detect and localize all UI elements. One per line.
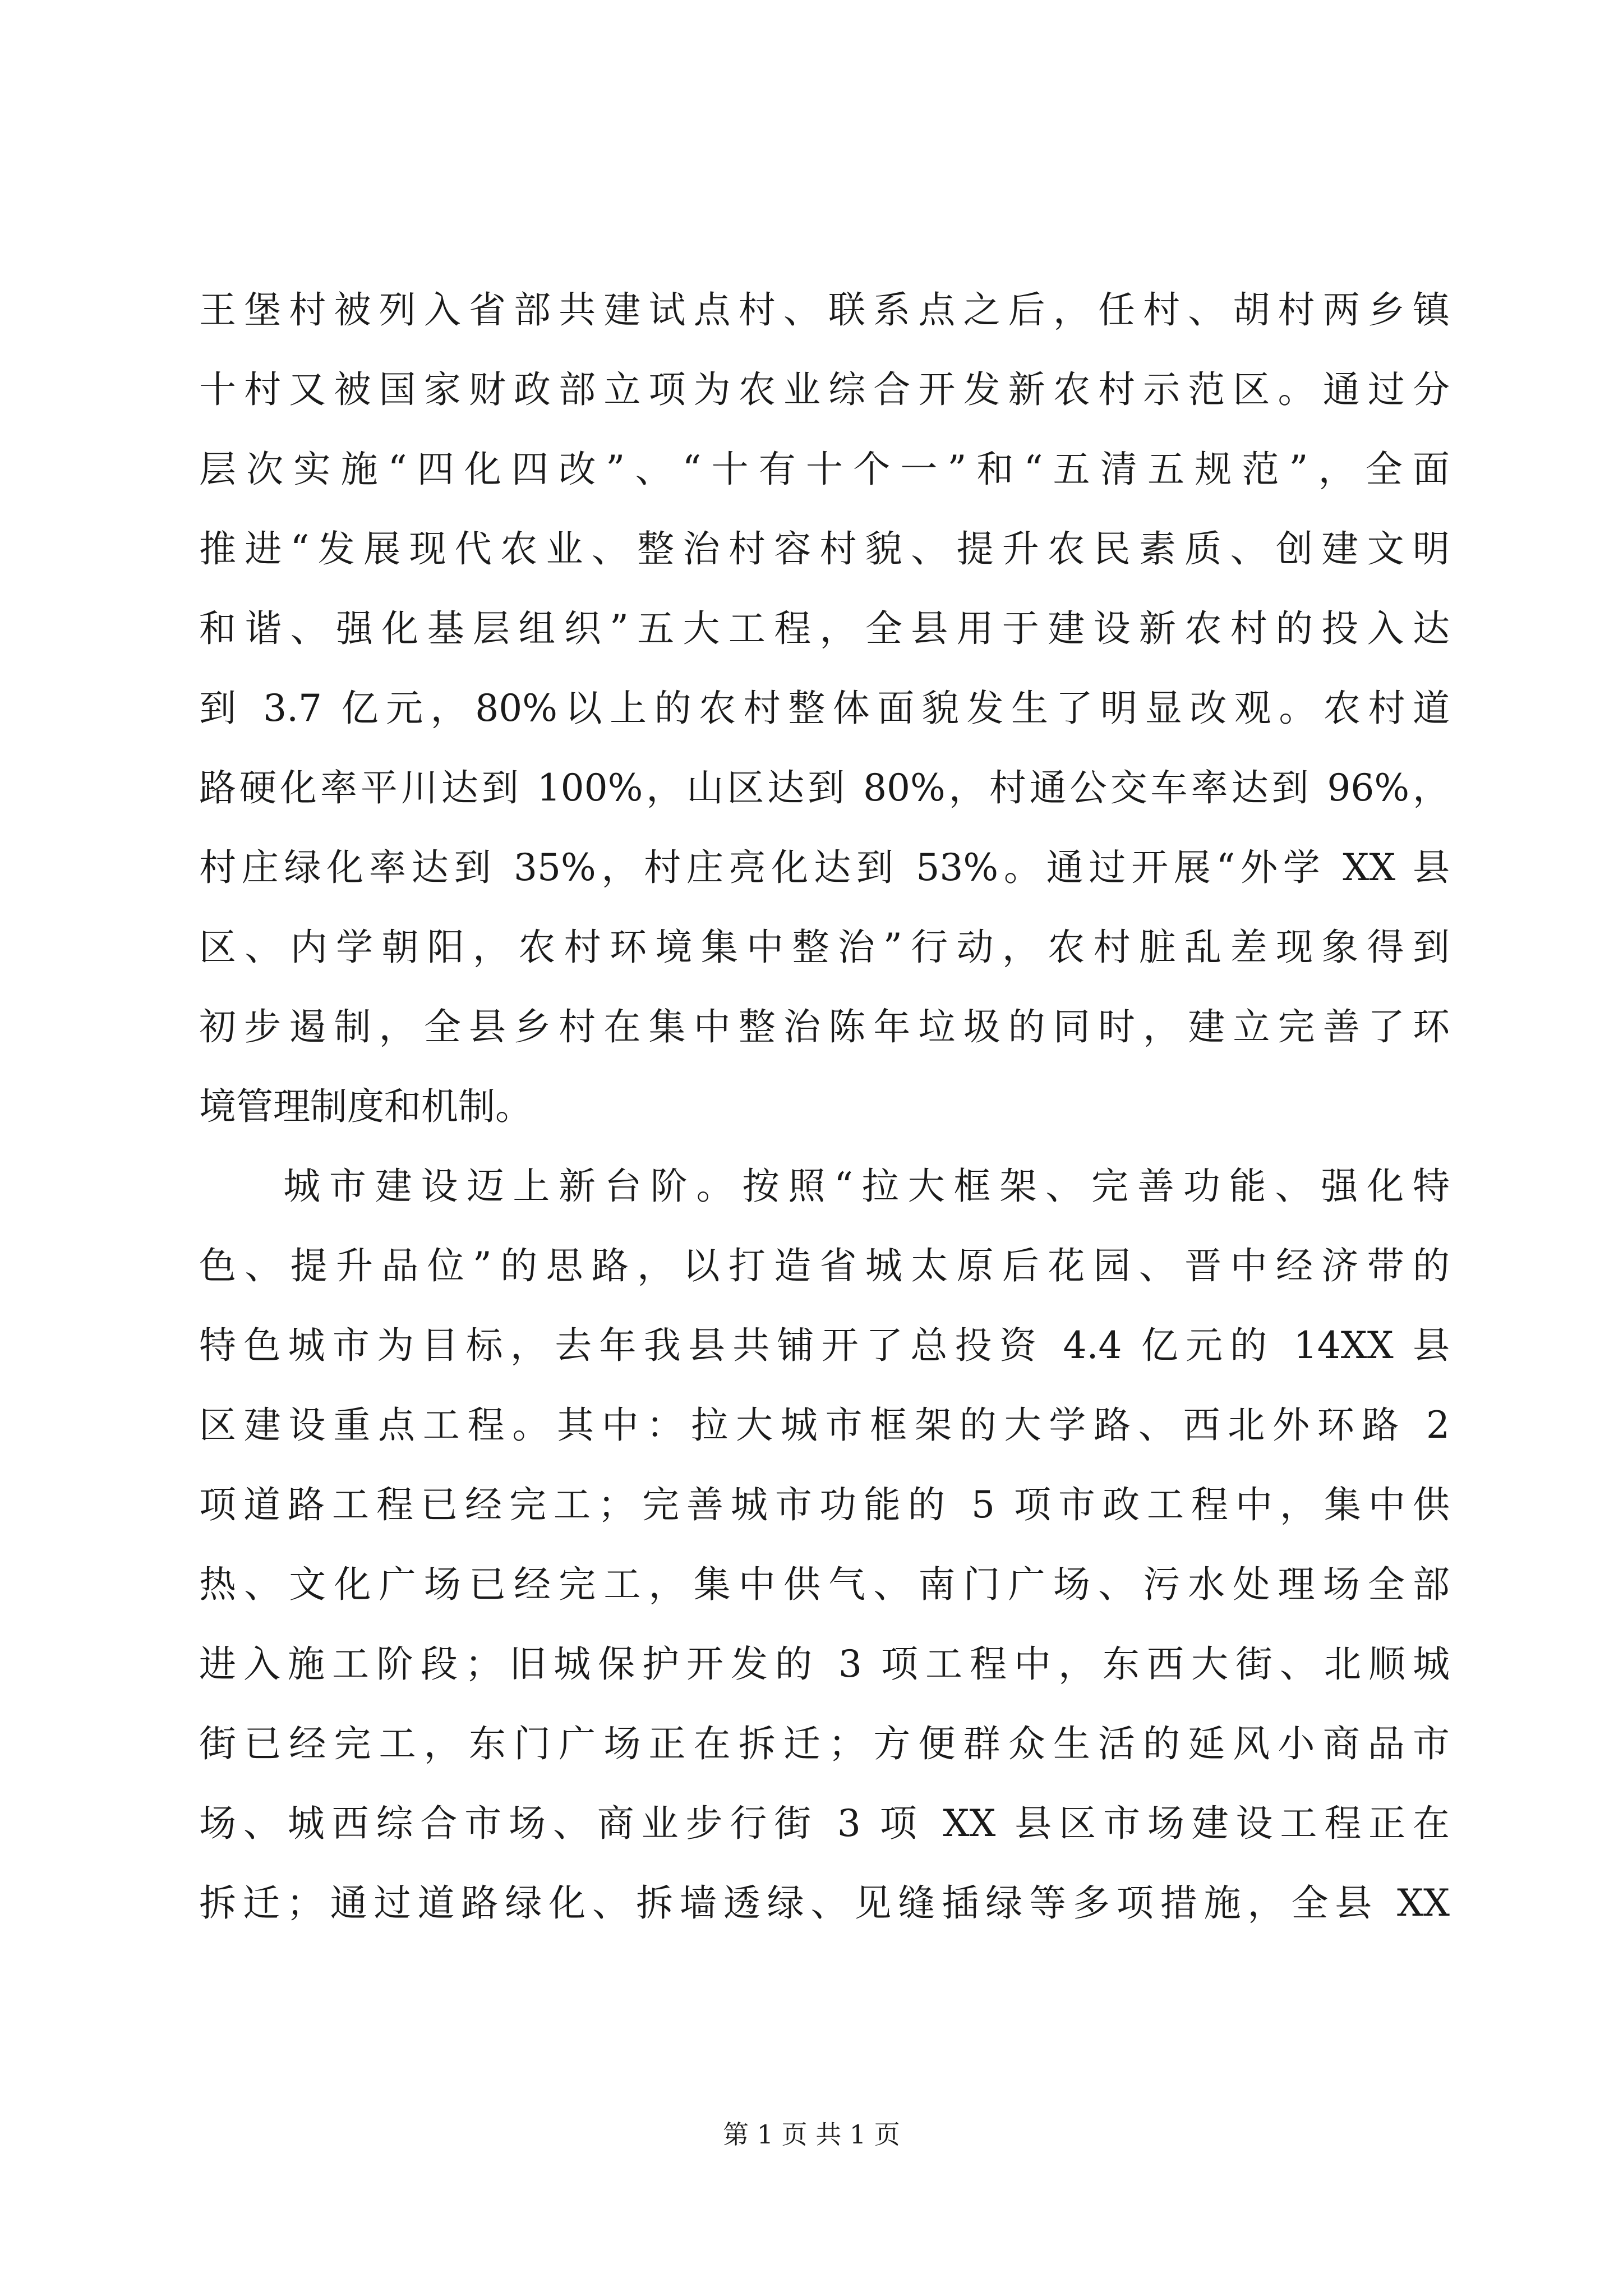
page-footer <box>0 2118 1623 2151</box>
body-text <box>199 270 1450 1943</box>
paragraph-line: 区建设重点工程。其中：拉大城市框架的大学路、西北外环路 2 <box>199 1404 1450 1447</box>
paragraph-line: 进入施工阶段；旧城保护开发的 3 项工程中，东西大街、北顺城 <box>199 1642 1450 1686</box>
paragraph-line: 路硬化率平川达到 100%，山区达到 80%，村通公交车率达到 96%， <box>199 766 1450 809</box>
paragraph-line: 到 3.7 亿元，80%以上的农村整体面貌发生了明显改观。农村道 <box>199 687 1450 730</box>
paragraph-line: 初步遏制，全县乡村在集中整治陈年垃圾的同时，建立完善了环 <box>199 1005 1450 1048</box>
paragraph-line: 境管理制度和机制。 <box>199 1085 532 1128</box>
paragraph-line: 街已经完工，东门广场正在拆迁；方便群众生活的延风小商品市 <box>199 1722 1450 1765</box>
paragraph-line: 区、内学朝阳，农村环境集中整治”行动，农村脏乱差现象得到 <box>199 926 1450 969</box>
paragraph-line: 十村又被国家财政部立项为农业综合开发新农村示范区。通过分 <box>199 368 1450 411</box>
paragraph-line: 色、提升品位”的思路，以打造省城太原后花园、晋中经济带的 <box>199 1244 1450 1287</box>
paragraph-line: 村庄绿化率达到 35%，村庄亮化达到 53%。通过开展“外学 XX 县 <box>199 846 1450 889</box>
paragraph-line: 王堡村被列入省部共建试点村、联系点之后，任村、胡村两乡镇 <box>199 288 1450 332</box>
page-number-label: 第 1 页 共 1 页 <box>723 2119 900 2150</box>
paragraph-line: 项道路工程已经完工；完善城市功能的 5 项市政工程中，集中供 <box>199 1483 1450 1526</box>
paragraph-line: 场、城西综合市场、商业步行街 3 项 XX 县区市场建设工程正在 <box>199 1802 1450 1845</box>
paragraph-line: 特色城市为目标，去年我县共铺开了总投资 4.4 亿元的 14XX 县 <box>199 1324 1450 1367</box>
paragraph-line: 热、文化广场已经完工，集中供气、南门广场、污水处理场全部 <box>199 1563 1450 1606</box>
paragraph-line: 层次实施“四化四改”、“十有十个一”和“五清五规范”，全面 <box>199 448 1450 491</box>
paragraph-line: 和谐、强化基层组织”五大工程，全县用于建设新农村的投入达 <box>199 607 1450 650</box>
paragraph-first-line: 城市建设迈上新台阶。按照“拉大框架、完善功能、强化特 <box>283 1165 1450 1208</box>
paragraph-line: 拆迁；通过道路绿化、拆墙透绿、见缝插绿等多项措施，全县 XX <box>199 1881 1450 1925</box>
paragraph-line: 推进“发展现代农业、整治村容村貌、提升农民素质、创建文明 <box>199 527 1450 570</box>
